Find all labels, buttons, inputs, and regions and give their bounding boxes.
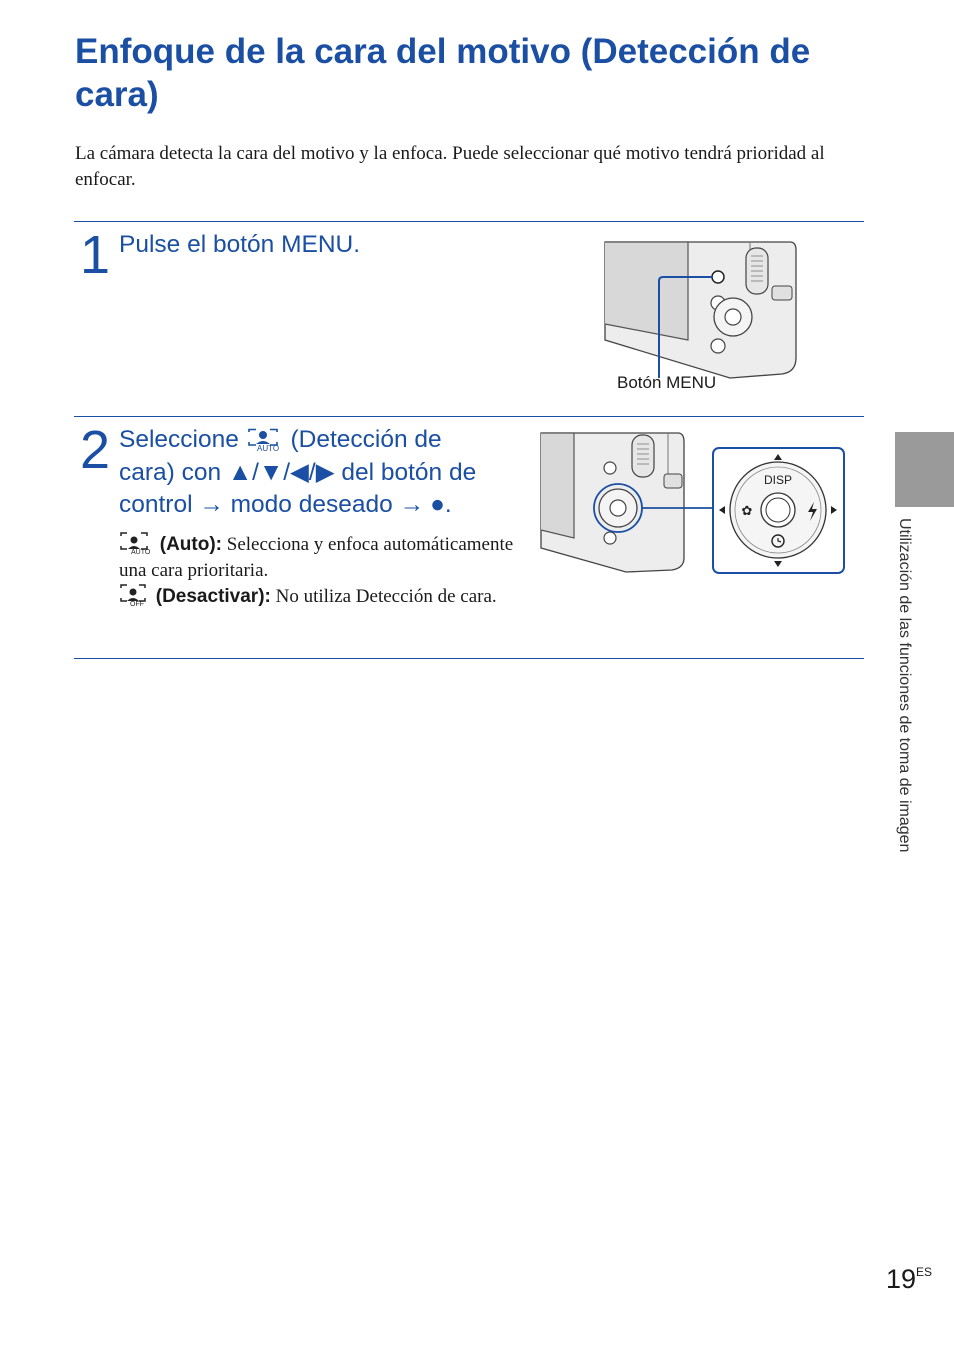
camera-back-illustration-1 [600, 240, 800, 380]
step-2-line3-a: control [119, 491, 200, 518]
page-number-value: 19 [885, 1264, 916, 1294]
step-2-instruction [119, 424, 529, 522]
page-language: ES [915, 1265, 932, 1279]
auto-option-description [119, 532, 519, 584]
step-2-period: . [444, 491, 452, 518]
step-2-line2-a: cara) con [119, 458, 228, 486]
center-button-icon: ● [430, 491, 445, 518]
auto-desc: Selecciona y enfoca automáticamente una cara prioritaria. [119, 534, 514, 581]
camera-control-illustration [538, 430, 848, 580]
step-2-line3-b: modo deseado [223, 491, 400, 518]
step-1-number: 1 [80, 225, 111, 285]
direction-arrows: ▲/▼/◀/▶ [227, 458, 335, 486]
divider-top [74, 221, 864, 222]
svg-text:DISP: DISP [763, 473, 793, 487]
step-2-line2-b: del botón de [334, 458, 477, 486]
svg-text:AUTO: AUTO [131, 549, 151, 556]
arrow-right-icon: → [199, 491, 224, 518]
divider-middle [74, 416, 864, 417]
menu-button-callout: Botón MENU [617, 373, 717, 392]
face-auto-icon [119, 532, 155, 554]
step-2-number: 2 [80, 420, 111, 480]
step-1-text: Pulse el botón MENU. [119, 231, 361, 258]
auto-label: (Auto): [159, 534, 222, 555]
divider-bottom [74, 658, 864, 659]
face-off-icon [119, 584, 151, 606]
step-2-line1-b: (Detección de [290, 426, 442, 453]
svg-text:OFF: OFF [130, 601, 144, 608]
off-label: (Desactivar): [155, 586, 271, 607]
section-label: Utilización de las funciones de toma de imagen [896, 518, 913, 853]
page-title: Enfoque de la cara del motivo (Detección de cara) [75, 32, 811, 114]
intro-paragraph: La cámara detecta la cara del motivo y la enfoca. Puede seleccionar qué motivo tendrá prioridad al enfocar. [75, 143, 825, 190]
page-number [886, 1264, 932, 1295]
off-option-description [119, 584, 519, 610]
face-detection-auto-icon [246, 427, 284, 451]
off-desc: No utiliza Detección de cara. [275, 586, 497, 607]
section-tab [895, 432, 954, 507]
svg-text:AUTO: AUTO [256, 444, 279, 453]
svg-text:✿: ✿ [741, 504, 753, 519]
center-button-bullet-icon: → [399, 491, 425, 518]
step-2-line1-a: Seleccione [119, 426, 239, 453]
